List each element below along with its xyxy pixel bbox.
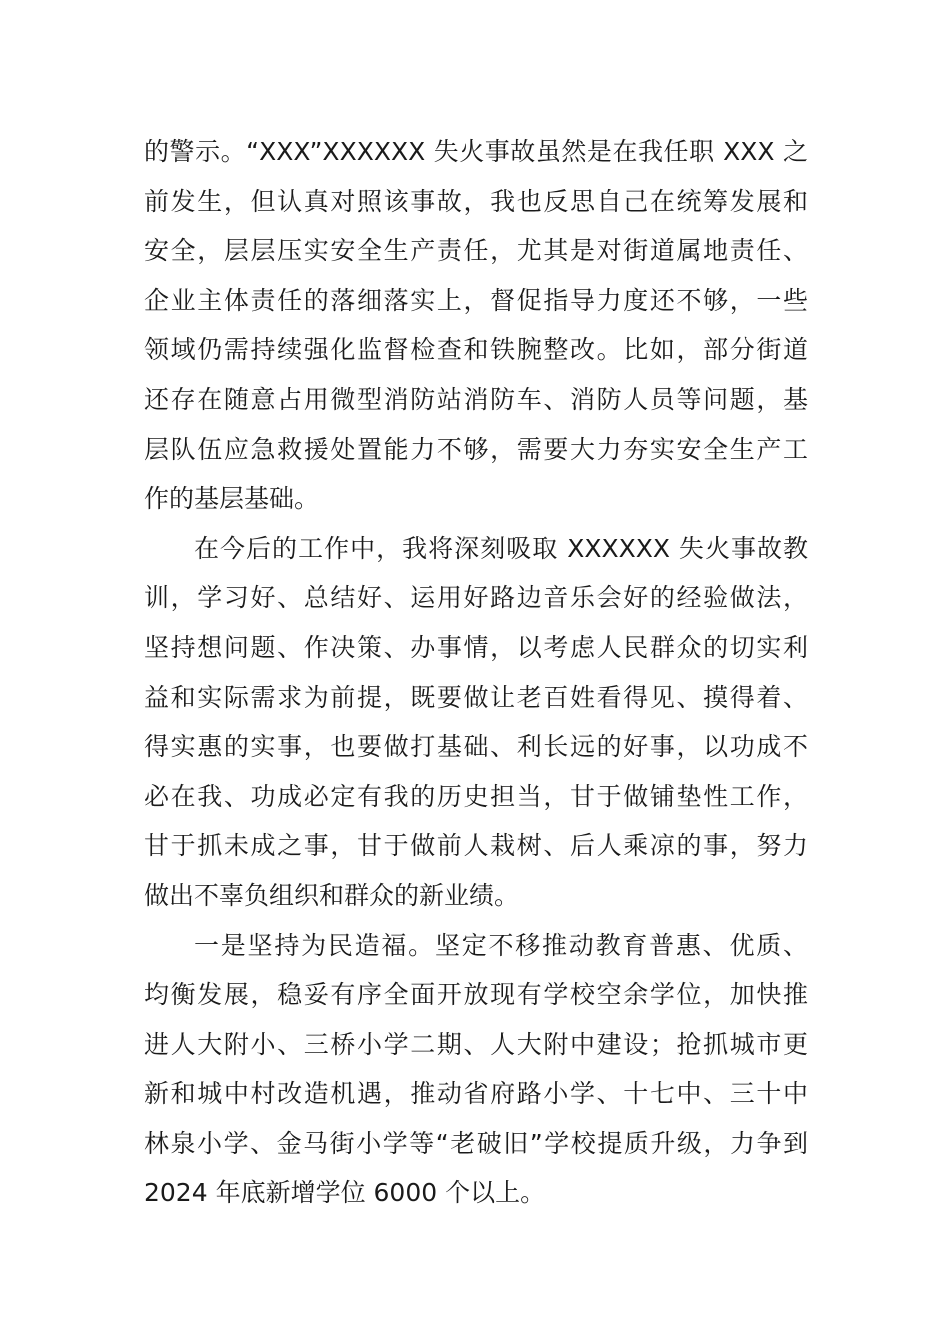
text-line: 作的基层基础。 bbox=[144, 484, 320, 514]
text-line: 层队伍应急救援处置能力不够，需要大力夯实安全生产工 bbox=[144, 434, 808, 464]
text-line: 一是坚持为民造福。坚定不移推动教育普惠、优质、 bbox=[194, 930, 808, 960]
text-line: 安全，层层压实安全生产责任，尤其是对街道属地责任、 bbox=[144, 236, 808, 266]
text-line: 益和实际需求为前提，既要做让老百姓看得见、摸得着、 bbox=[144, 682, 808, 712]
body-text bbox=[144, 127, 808, 1218]
text-line: 企业主体责任的落细落实上，督促指导力度还不够，一些 bbox=[144, 285, 808, 315]
text-line: 必在我、功成必定有我的历史担当，甘于做铺垫性工作， bbox=[144, 781, 808, 811]
text-line: 进人大附小、三桥小学二期、人大附中建设；抢抓城市更 bbox=[144, 1029, 808, 1059]
text-line: 坚持想问题、作决策、办事情，以考虑人民群众的切实利 bbox=[144, 632, 808, 662]
text-line: 均衡发展，稳妥有序全面开放现有学校空余学位，加快推 bbox=[144, 980, 808, 1010]
text-line: 做出不辜负组织和群众的新业绩。 bbox=[144, 880, 520, 910]
text-line: 领域仍需持续强化监督检查和铁腕整改。比如，部分街道 bbox=[144, 335, 808, 365]
text-line: 得实惠的实事，也要做打基础、利长远的好事，以功成不 bbox=[144, 732, 808, 762]
text-line: 还存在随意占用微型消防站消防车、消防人员等问题，基 bbox=[144, 384, 808, 414]
paragraph-3 bbox=[144, 921, 808, 1219]
text-line: 训，学习好、总结好、运用好路边音乐会好的经验做法， bbox=[144, 583, 808, 613]
text-line: 的警示。“XXX”XXXXXX 失火事故虽然是在我任职 XXX 之 bbox=[144, 137, 808, 166]
text-line: 甘于抓未成之事，甘于做前人栽树、后人乘凉的事，努力 bbox=[144, 831, 808, 861]
paragraph-2 bbox=[144, 524, 808, 921]
text-line: 在今后的工作中，我将深刻吸取 XXXXXX 失火事故教 bbox=[194, 533, 808, 563]
text-line: 前发生，但认真对照该事故，我也反思自己在统筹发展和 bbox=[144, 186, 808, 216]
text-line: 林泉小学、金马街小学等“老破旧”学校提质升级，力争到 bbox=[144, 1128, 808, 1158]
paragraph-1 bbox=[144, 127, 808, 524]
text-line: 2024 年底新增学位 6000 个以上。 bbox=[144, 1178, 546, 1208]
text-line: 新和城中村改造机遇，推动省府路小学、十七中、三十中 bbox=[144, 1079, 808, 1109]
